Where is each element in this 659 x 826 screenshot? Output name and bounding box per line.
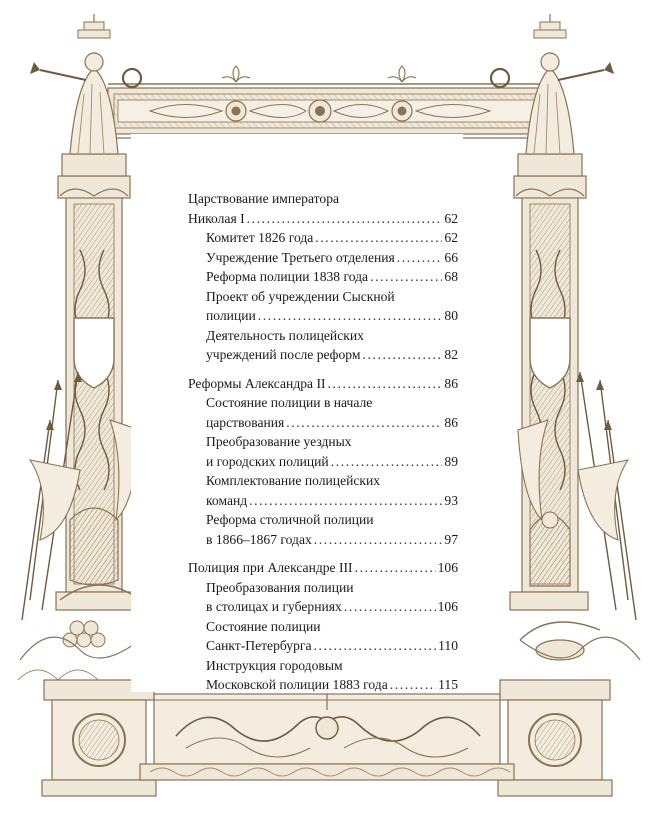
- toc-entry-row: [188, 374, 458, 394]
- toc-page-number: 97: [444, 531, 458, 547]
- dot-leader: [258, 306, 443, 326]
- toc-entry-title-line: полиции: [206, 308, 256, 323]
- toc-entry-row: [206, 452, 458, 472]
- toc-entry-title-line: в столицах и губерниях: [206, 599, 342, 614]
- toc-entry-title-line: Реформа полиции 1838 года: [206, 269, 369, 284]
- toc-chapter-entry: [188, 374, 458, 394]
- dot-leader: [370, 267, 442, 287]
- toc-page-number: 62: [444, 210, 458, 226]
- toc-page-number: 86: [444, 414, 458, 430]
- toc-page-number: 68: [444, 269, 458, 284]
- toc-page-number: 86: [444, 375, 458, 391]
- toc-entry-row: [206, 228, 458, 248]
- toc-entry-title-line: Учреждение Третьего отделения: [206, 249, 395, 265]
- toc-entry-title-line: Состояние полиции: [206, 618, 321, 634]
- dot-leader: [362, 345, 442, 365]
- toc-entry-title-line: Состояние полиции в начале: [206, 395, 373, 410]
- rosette-right: [392, 101, 412, 121]
- top-cornice: [108, 66, 552, 138]
- toc-entry-row: [206, 248, 458, 268]
- dot-leader: [331, 452, 443, 472]
- toc-entry-title-line: в 1866–1867 годах: [206, 531, 312, 547]
- toc-page-number: 115: [438, 677, 458, 692]
- toc-entry-title-line: Деятельность полицейских: [206, 327, 364, 343]
- toc-section-entry: [188, 510, 458, 549]
- toc-page-number: 89: [444, 453, 458, 469]
- toc-entry-title-line: Преобразование уездных: [206, 434, 352, 449]
- toc-section-entry: [188, 617, 458, 656]
- toc-entry-title-line: Преобразования полиции: [206, 579, 354, 595]
- toc-page-number: 66: [444, 249, 458, 265]
- toc-section-entry: [188, 432, 458, 471]
- right-pedestal: [498, 680, 612, 796]
- dot-leader: [314, 530, 443, 550]
- toc-page-number: 106: [437, 560, 458, 575]
- toc-entry-title-line: Инструкция городовым: [206, 657, 343, 673]
- toc-chapter-entry: [188, 189, 458, 228]
- toc-entry-row: [206, 597, 458, 617]
- toc-entry-row: [206, 345, 458, 365]
- toc-entry-title-line: Комплектование полицейских: [206, 473, 381, 488]
- dot-leader: [390, 675, 436, 695]
- dot-leader: [344, 597, 436, 617]
- toc-entry-row: [206, 636, 458, 656]
- toc-page-number: 62: [444, 230, 458, 245]
- toc-page-number: 93: [444, 492, 458, 508]
- dot-leader: [355, 558, 436, 578]
- dot-leader: [247, 209, 443, 229]
- toc-entry-row: [206, 491, 458, 511]
- toc-page-number: 110: [438, 638, 458, 653]
- toc-entry-title-line: Царствование императора: [188, 191, 340, 206]
- toc-page-number: 80: [444, 308, 458, 323]
- toc-entry-row: [206, 306, 458, 326]
- toc-section-entry: [188, 326, 458, 365]
- toc-entry-title-line: Николая I: [188, 210, 245, 226]
- toc-entry-row: [188, 558, 458, 578]
- toc-entry-title-line: Московской полиции 1883 года: [206, 677, 388, 692]
- toc-section-entry: [188, 656, 458, 695]
- dot-leader: [315, 228, 442, 248]
- dot-leader: [249, 491, 442, 511]
- toc-section-entry: [188, 248, 458, 268]
- toc-entry-title-line: Полиция при Александре III: [188, 560, 353, 575]
- toc-section-entry: [188, 287, 458, 326]
- toc-section-entry: [188, 578, 458, 617]
- dot-leader: [314, 636, 437, 656]
- toc-section-entry: [188, 267, 458, 287]
- toc-entry-title-line: команд: [206, 492, 248, 508]
- toc-entry-title-line: Реформа столичной полиции: [206, 512, 374, 527]
- dot-leader: [328, 374, 443, 394]
- dot-leader: [286, 413, 442, 433]
- toc-section-entry: [188, 228, 458, 248]
- toc-entry-row: [188, 209, 458, 229]
- toc-entry-title-line: Реформы Александра II: [188, 375, 326, 391]
- toc-page-number: 82: [444, 347, 458, 362]
- dot-leader: [397, 248, 443, 268]
- rosette-left: [226, 101, 246, 121]
- left-pedestal: [42, 680, 156, 796]
- table-of-contents: [188, 189, 458, 695]
- toc-entry-title-line: Санкт-Петербурга: [206, 638, 312, 653]
- toc-entry-title-line: Комитет 1826 года: [206, 230, 314, 245]
- toc-entry-row: [206, 675, 458, 695]
- rosette-center: [309, 100, 331, 122]
- toc-entry-row: [206, 413, 458, 433]
- toc-entry-title-line: Проект об учреждении Сыскной: [206, 288, 395, 304]
- toc-entry-row: [206, 530, 458, 550]
- bottom-frieze: [140, 694, 514, 780]
- toc-entry-title-line: учреждений после реформ: [206, 347, 361, 362]
- toc-chapter-entry: [188, 558, 458, 578]
- toc-entry-row: [206, 267, 458, 287]
- toc-entry-title-line: царствования: [206, 414, 285, 430]
- toc-section-entry: [188, 393, 458, 432]
- toc-section-entry: [188, 471, 458, 510]
- toc-entry-title-line: и городских полиций: [206, 453, 329, 469]
- toc-page-number: 106: [437, 599, 458, 614]
